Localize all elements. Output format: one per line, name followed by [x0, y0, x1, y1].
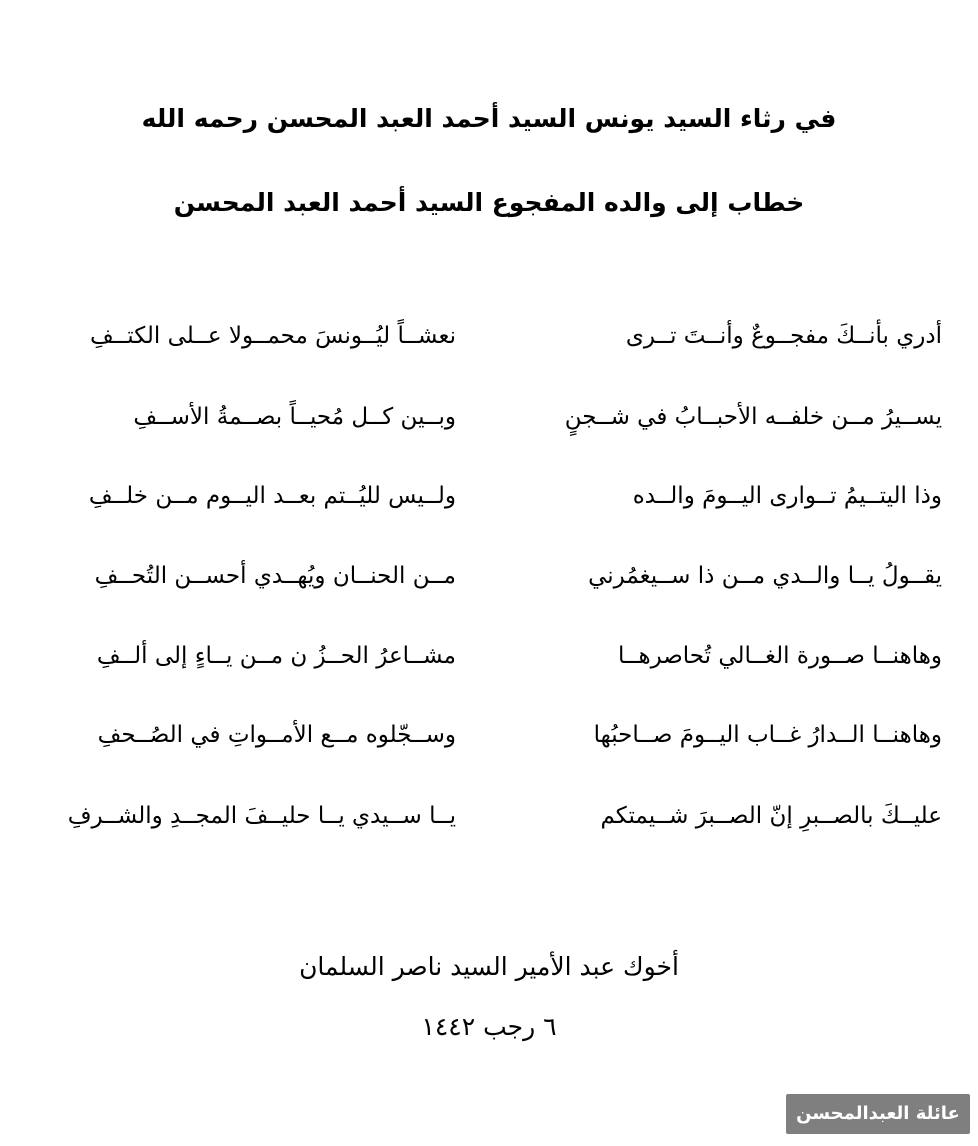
- verse-6: [0, 715, 978, 755]
- verse-3-second-hemistich: ولــيس لليُــتم بعــد اليــوم مــن خلــفِ: [88, 483, 456, 509]
- signature-name: أخوك عبد الأمير السيد ناصر السلمان: [299, 952, 679, 981]
- verse-7-second-hemistich: يــا ســيدي يــا حليــفَ المجــدِ والشــرفِ: [67, 803, 456, 829]
- verse-5: [0, 636, 978, 676]
- verse-4: [0, 556, 978, 596]
- verse-3: [0, 476, 978, 516]
- verse-1-first-hemistich: أدري بأنــكَ مفجــوعٌ وأنــتَ تــرى: [625, 323, 942, 349]
- verse-4-second-hemistich: مــن الحنــان ويُهــدي أحســن التُحــفِ: [94, 563, 456, 589]
- verse-6-second-hemistich: وســجّلوه مــع الأمــواتِ في الصُــحفِ: [97, 722, 456, 748]
- verse-2-first-hemistich: يســيرُ مــن خلفــه الأحبــابُ في شــجنٍ: [564, 404, 942, 430]
- verse-6-first-hemistich: وهاهنــا الــدارُ غــاب اليــومَ صــاحبُها: [593, 722, 942, 748]
- signature-date: ٦ رجب ١٤٤٢: [421, 1012, 557, 1041]
- verse-5-first-hemistich: وهاهنــا صــورة الغــالي تُحاصرهــا: [617, 643, 942, 669]
- poem-title: في رثاء السيد يونس السيد أحمد العبد المحسن رحمه الله: [141, 104, 837, 133]
- verse-3-first-hemistich: وذا اليتــيمُ تــوارى اليــومَ والــده: [632, 483, 942, 509]
- verse-4-first-hemistich: يقــولُ يــا والــدي مــن ذا ســيغمُرني: [588, 563, 942, 589]
- verse-1: [0, 316, 978, 356]
- verse-7-first-hemistich: عليــكَ بالصــبرِ إنّ الصــبرَ شــيمتكم: [600, 803, 942, 829]
- poem-subtitle: خطاب إلى والده المفجوع السيد أحمد العبد المحسن: [173, 188, 805, 217]
- verse-7: [0, 796, 978, 836]
- verse-2-second-hemistich: وبــين كــل مُحيــاً بصــمةُ الأســفِ: [133, 404, 456, 430]
- watermark-badge: عائلة العبدالمحسن: [786, 1094, 970, 1134]
- verse-1-second-hemistich: نعشــاً ليُــونسَ محمــولا عــلى الكتــفِ: [89, 323, 456, 349]
- verse-2: [0, 397, 978, 437]
- verse-5-second-hemistich: مشــاعرُ الحــزُ ن مــن يــاءٍ إلى ألــفِ: [96, 643, 456, 669]
